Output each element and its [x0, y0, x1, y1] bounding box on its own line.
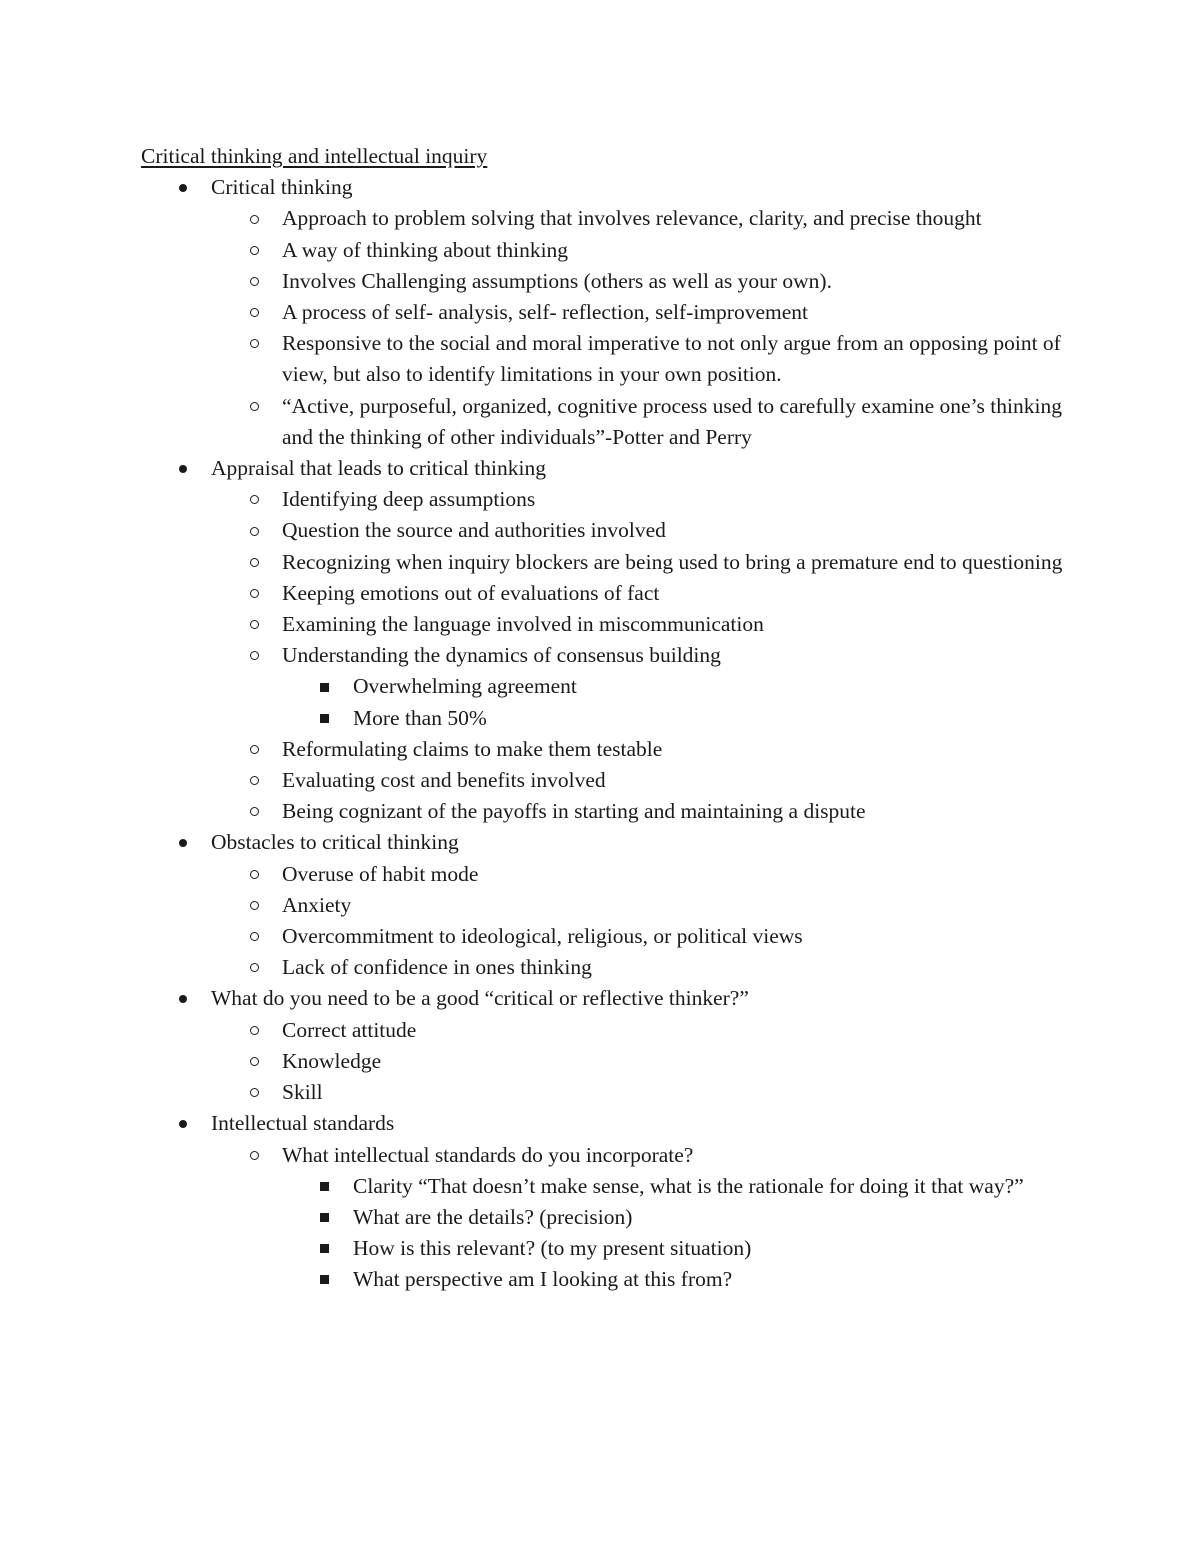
- level2-bullet-icon: [244, 765, 264, 796]
- level1-item: [141, 827, 1071, 858]
- outline-list: [141, 172, 1071, 1295]
- level2-text: A way of thinking about thinking: [282, 237, 569, 262]
- level2-text: What intellectual standards do you incorporate?: [282, 1142, 694, 1167]
- level1-item: [141, 172, 1071, 203]
- level3-bullet-icon: [314, 1233, 334, 1264]
- level2-item: [141, 890, 1071, 921]
- level2-item: [141, 1140, 1071, 1171]
- level2-text: Knowledge: [282, 1048, 382, 1073]
- level3-text: More than 50%: [353, 705, 487, 730]
- level2-text: Anxiety: [282, 892, 352, 917]
- level3-bullet-icon: [314, 703, 334, 734]
- level1-text: Intellectual standards: [211, 1111, 395, 1136]
- level2-bullet-icon: [244, 235, 264, 266]
- level2-item: [141, 203, 1071, 234]
- level3-bullet-icon: [314, 1202, 334, 1233]
- level2-text: Examining the language involved in miscommunication: [282, 612, 764, 637]
- level2-bullet-icon: [244, 547, 264, 578]
- level2-text: Correct attitude: [282, 1017, 417, 1042]
- level2-item: [141, 547, 1071, 578]
- level2-item: [141, 765, 1071, 796]
- level3-item: [141, 1233, 1071, 1264]
- level2-text: Skill: [282, 1080, 323, 1105]
- level2-text: Involves Challenging assumptions (others as well as your own).: [282, 268, 832, 293]
- level2-text: Being cognizant of the payoffs in starting and maintaining a dispute: [282, 799, 866, 824]
- level1-bullet-icon: [173, 1108, 193, 1139]
- level2-item: [141, 578, 1071, 609]
- level2-text: Keeping emotions out of evaluations of fact: [282, 580, 660, 605]
- level3-item: [141, 1264, 1071, 1295]
- level3-text: What perspective am I looking at this from?: [353, 1267, 733, 1292]
- level3-bullet-icon: [314, 1264, 334, 1295]
- level3-text: Clarity “That doesn’t make sense, what is the rationale for doing it that way?”: [353, 1173, 1024, 1198]
- level1-item: [141, 1108, 1071, 1139]
- level2-item: [141, 266, 1071, 297]
- level2-text: “Active, purposeful, organized, cognitive process used to carefully examine one’s thinking and the thinking of other individuals”-Potter and Perry: [282, 393, 1062, 449]
- level2-item: [141, 921, 1071, 952]
- level2-bullet-icon: [244, 734, 264, 765]
- level2-item: [141, 859, 1071, 890]
- level2-text: Understanding the dynamics of consensus building: [282, 643, 721, 668]
- level2-bullet-icon: [244, 391, 264, 422]
- level3-item: [141, 671, 1071, 702]
- level2-item: [141, 609, 1071, 640]
- level2-bullet-icon: [244, 297, 264, 328]
- level2-bullet-icon: [244, 266, 264, 297]
- level1-text: Critical thinking: [211, 175, 353, 200]
- level2-item: [141, 952, 1071, 983]
- level1-text: Obstacles to critical thinking: [211, 830, 459, 855]
- level2-bullet-icon: [244, 859, 264, 890]
- level2-item: [141, 515, 1071, 546]
- level2-text: Responsive to the social and moral imperative to not only argue from an opposing point of view, but also to identify limitations in your own position.: [282, 331, 1061, 387]
- level1-bullet-icon: [173, 827, 193, 858]
- level1-item: [141, 983, 1071, 1014]
- level3-text: Overwhelming agreement: [353, 674, 577, 699]
- level2-bullet-icon: [244, 484, 264, 515]
- level2-bullet-icon: [244, 640, 264, 671]
- level3-bullet-icon: [314, 671, 334, 702]
- level2-bullet-icon: [244, 1046, 264, 1077]
- level1-item: [141, 453, 1071, 484]
- level2-text: A process of self- analysis, self- reflection, self-improvement: [282, 300, 808, 325]
- level2-item: [141, 1015, 1071, 1046]
- level2-text: Approach to problem solving that involves relevance, clarity, and precise thought: [282, 206, 982, 231]
- level2-bullet-icon: [244, 921, 264, 952]
- level2-text: Identifying deep assumptions: [282, 487, 536, 512]
- level2-item: [141, 391, 1071, 453]
- level2-item: [141, 297, 1071, 328]
- document-title: Critical thinking and intellectual inquiry: [141, 144, 488, 168]
- level2-item: [141, 235, 1071, 266]
- level3-text: How is this relevant? (to my present situation): [353, 1236, 752, 1261]
- level2-text: Recognizing when inquiry blockers are being used to bring a premature end to questioning: [282, 549, 1063, 574]
- level2-bullet-icon: [244, 1140, 264, 1171]
- level2-bullet-icon: [244, 1015, 264, 1046]
- level3-item: [141, 1202, 1071, 1233]
- level2-text: Evaluating cost and benefits involved: [282, 768, 606, 793]
- level1-text: Appraisal that leads to critical thinking: [211, 456, 546, 481]
- level3-item: [141, 1171, 1071, 1202]
- level2-item: [141, 1077, 1071, 1108]
- level2-bullet-icon: [244, 515, 264, 546]
- level2-text: Question the source and authorities involved: [282, 518, 666, 543]
- level2-item: [141, 484, 1071, 515]
- level2-text: Overcommitment to ideological, religious, or political views: [282, 924, 803, 949]
- level1-bullet-icon: [173, 983, 193, 1014]
- level2-item: [141, 734, 1071, 765]
- level1-bullet-icon: [173, 172, 193, 203]
- document-body: [141, 141, 1071, 1296]
- level2-bullet-icon: [244, 578, 264, 609]
- level2-item: [141, 796, 1071, 827]
- level2-bullet-icon: [244, 609, 264, 640]
- level3-bullet-icon: [314, 1171, 334, 1202]
- level2-bullet-icon: [244, 203, 264, 234]
- level2-text: Overuse of habit mode: [282, 861, 479, 886]
- level3-text: What are the details? (precision): [353, 1204, 633, 1229]
- level2-bullet-icon: [244, 890, 264, 921]
- level2-bullet-icon: [244, 952, 264, 983]
- level2-item: [141, 328, 1071, 390]
- level2-bullet-icon: [244, 796, 264, 827]
- level3-item: [141, 703, 1071, 734]
- level2-item: [141, 1046, 1071, 1077]
- level2-text: Reformulating claims to make them testable: [282, 736, 663, 761]
- level2-item: [141, 640, 1071, 671]
- level2-text: Lack of confidence in ones thinking: [282, 955, 592, 980]
- level2-bullet-icon: [244, 1077, 264, 1108]
- level1-text: What do you need to be a good “critical or reflective thinker?”: [211, 986, 749, 1011]
- level2-bullet-icon: [244, 328, 264, 359]
- level1-bullet-icon: [173, 453, 193, 484]
